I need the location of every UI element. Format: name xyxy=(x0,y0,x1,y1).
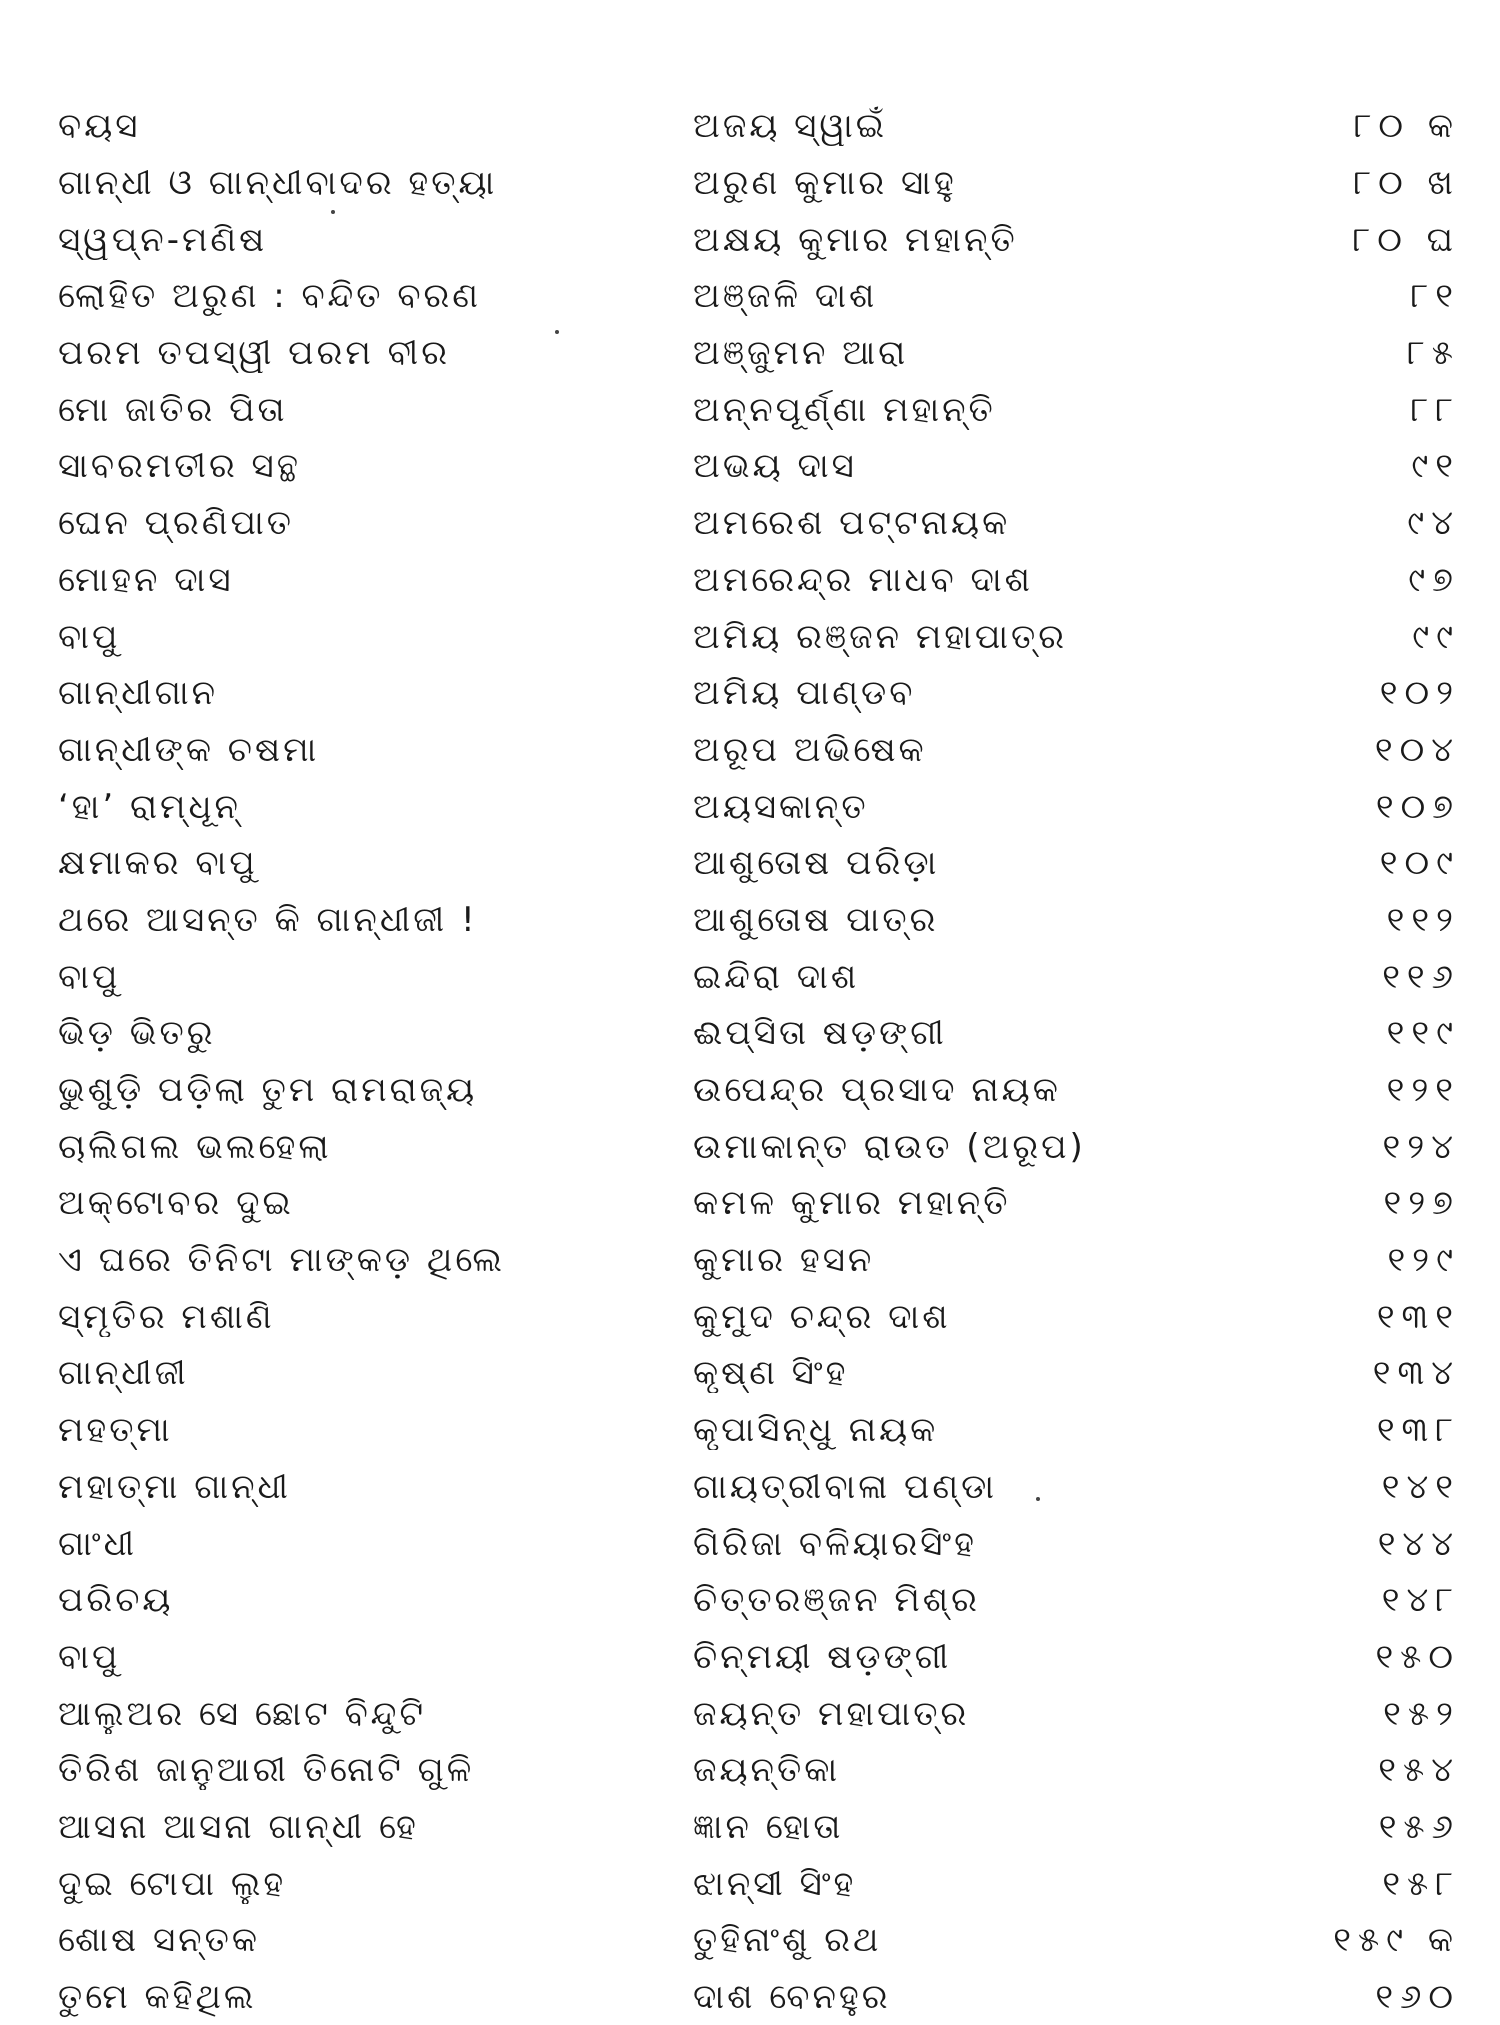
entry-author: ଉମାକାନ୍ତ ରାଉତ (ଅରୂପ) xyxy=(693,1126,1086,1167)
entry-title: ଗାନ୍ଧୀ ଓ ଗାନ୍ଧୀବାଦର ହତ୍ୟା xyxy=(58,163,498,204)
entry-author: ଅଞ୍ଜଳି ଦାଶ xyxy=(693,276,878,317)
entry-page-number: ୮୦ ଘ xyxy=(1352,219,1460,260)
toc-row xyxy=(58,268,1478,325)
entry-author: ଜ୍ଞାନ ହୋତା xyxy=(693,1806,844,1847)
entry-title: ମହତ୍ମା xyxy=(58,1410,173,1451)
toc-row xyxy=(58,892,1478,949)
entry-author: ଅକ୍ଷୟ କୁମାର ମହାନ୍ତି xyxy=(693,219,1018,260)
entry-title: ତିରିଶ ଜାନୁଆରୀ ତିନୋଟି ଗୁଳି xyxy=(58,1750,475,1791)
entry-author: ଅନ୍ନପୂର୍ଣ୍ଣା ମହାନ୍ତି xyxy=(693,389,996,430)
toc-row xyxy=(58,1969,1478,2025)
entry-title: ଏ ଘରେ ତିନିଟା ମାଙ୍କଡ଼ ଥିଲେ xyxy=(58,1240,505,1281)
toc-row xyxy=(58,552,1478,609)
entry-page-number: ୯୯ xyxy=(1412,616,1460,657)
entry-page-number: ୧୬୦ xyxy=(1375,1977,1460,2018)
entry-title: ଶୋଷ ସନ୍ତକ xyxy=(58,1920,260,1961)
print-speck xyxy=(1036,1497,1040,1501)
toc-row xyxy=(58,98,1478,155)
entry-author: କୃଷ୍ଣ ସିଂହ xyxy=(693,1353,849,1394)
entry-author: ତୁହିନାଂଶୁ ରଥ xyxy=(693,1920,882,1961)
toc-row xyxy=(58,1855,1478,1912)
entry-title: ମୋହନ ଦାସ xyxy=(58,559,234,600)
entry-author: ଦାଶ ବେନହୁର xyxy=(693,1977,891,2018)
entry-page-number: ୧୨୪ xyxy=(1382,1126,1460,1167)
entry-author: କୁମାର ହସନ xyxy=(693,1240,875,1281)
entry-page-number: ୮୦ କ xyxy=(1353,106,1460,147)
print-speck xyxy=(331,210,335,214)
entry-title: ଚାଲିଗଲ ଭଲହେଲା xyxy=(58,1126,332,1167)
entry-page-number: ୧୧୯ xyxy=(1386,1013,1460,1054)
toc-row xyxy=(58,1799,1478,1856)
entry-author: ଅଞ୍ଜୁମନ ଆରା xyxy=(693,333,909,374)
entry-title: ‘ହା’ ରାମ୍‌ଧୂନ୍‌ xyxy=(58,786,241,827)
entry-author: କୃପାସିନ୍ଧୁ ନାୟକ xyxy=(693,1410,939,1451)
entry-page-number: ୮୦ ଖ xyxy=(1353,163,1460,204)
entry-title: ଗାନ୍ଧୀଗାନ xyxy=(58,673,219,714)
entry-author: ଅମିୟ ରଞ୍ଜନ ମହାପାତ୍ର xyxy=(693,616,1068,657)
entry-author: ଇନ୍ଦିରା ଦାଶ xyxy=(693,956,860,997)
toc-row xyxy=(58,1232,1478,1289)
entry-page-number: ୮୮ xyxy=(1410,389,1460,430)
entry-page-number: ୧୨୯ xyxy=(1387,1240,1460,1281)
entry-title: ଭିଡ଼ ଭିତରୁ xyxy=(58,1013,216,1054)
entry-page-number: ୧୧୨ xyxy=(1386,899,1460,940)
toc-row xyxy=(58,1742,1478,1799)
entry-author: ଅଭୟ ଦାସ xyxy=(693,446,857,487)
entry-page-number: ୧୨୧ xyxy=(1386,1070,1460,1111)
entry-page-number: ୧୪୧ xyxy=(1381,1466,1460,1507)
entry-author: ଅଜୟ ସ୍ୱାଇଁ xyxy=(693,106,888,147)
entry-page-number: ୧୫୮ xyxy=(1382,1863,1460,1904)
entry-page-number: ୧୨୭ xyxy=(1383,1183,1460,1224)
entry-page-number: ୯୪ xyxy=(1407,503,1460,544)
entry-author: ଅରୁଣ କୁମାର ସାହୁ xyxy=(693,163,957,204)
entry-author: ଗିରିଜା ବଳିୟାରସିଂହ xyxy=(693,1523,977,1564)
entry-title: ବାପୁ xyxy=(58,956,121,997)
entry-author: ଜୟନ୍ତିକା xyxy=(693,1750,841,1791)
entry-title: ଆଲୁଅର ସେ ଛୋଟ ବିନ୍ଦୁଟି xyxy=(58,1693,427,1734)
entry-author: ଅମିୟ ପାଣ୍ଡବ xyxy=(693,673,916,714)
entry-title: ବାପୁ xyxy=(58,1636,121,1677)
toc-row xyxy=(58,155,1478,212)
toc-row xyxy=(58,1912,1478,1969)
entry-page-number: ୧୦୭ xyxy=(1375,786,1460,827)
toc-row xyxy=(58,665,1478,722)
toc-row xyxy=(58,778,1478,835)
toc-row xyxy=(58,1572,1478,1629)
entry-title: ତୁମେ କହିଥିଲ xyxy=(58,1977,257,2018)
entry-page-number: ୧୫୬ xyxy=(1378,1806,1460,1847)
entry-page-number: ୧୦୯ xyxy=(1379,843,1460,884)
entry-page-number: ୧୪୮ xyxy=(1381,1580,1460,1621)
entry-author: କୁମୁଦ ଚନ୍ଦ୍ର ଦାଶ xyxy=(693,1296,951,1337)
entry-title: ଲୋହିତ ଅରୁଣ : ବନ୍ଦିତ ବରଣ xyxy=(58,276,482,317)
toc-row xyxy=(58,495,1478,552)
entry-title: ଗାନ୍ଧୀଙ୍କ ଚଷମା xyxy=(58,729,320,770)
toc-row xyxy=(58,1345,1478,1402)
entry-title: ପରିଚୟ xyxy=(58,1580,174,1621)
entry-title: ଗାଂଧୀ xyxy=(58,1523,138,1564)
entry-page-number: ୧୫୯ କ xyxy=(1333,1920,1460,1961)
entry-page-number: ୮୧ xyxy=(1410,276,1460,317)
entry-title: ଅକ୍ଟୋବର ଦୁଇ xyxy=(58,1183,294,1224)
entry-author: ଚିତ୍ତରଞ୍ଜନ ମିଶ୍ର xyxy=(693,1580,980,1621)
entry-title: ବାପୁ xyxy=(58,616,121,657)
toc-row xyxy=(58,438,1478,495)
entry-page-number: ୧୩୧ xyxy=(1376,1296,1460,1337)
toc-row xyxy=(58,1629,1478,1686)
entry-author: ଈପ୍‌ସିତା ଷଡ଼ଙ୍ଗୀ xyxy=(693,1013,947,1054)
toc-row xyxy=(58,325,1478,382)
table-of-contents xyxy=(58,98,1478,2025)
toc-row xyxy=(58,211,1478,268)
entry-title: ସ୍ମୃତିର ମଶାଣି xyxy=(58,1296,275,1337)
entry-page-number: ୧୫୪ xyxy=(1378,1750,1460,1791)
entry-title: ଦୁଇ ଟୋପା ଲୁହ xyxy=(58,1863,287,1904)
toc-row xyxy=(58,1459,1478,1516)
toc-row xyxy=(58,722,1478,779)
entry-page-number: ୧୫୨ xyxy=(1383,1693,1460,1734)
toc-row xyxy=(58,835,1478,892)
toc-row xyxy=(58,608,1478,665)
toc-row xyxy=(58,1118,1478,1175)
toc-row xyxy=(58,948,1478,1005)
entry-title: ଆସନା ଆସନା ଗାନ୍ଧୀ ହେ xyxy=(58,1806,419,1847)
entry-author: ଉପେନ୍ଦ୍ର ପ୍ରସାଦ ନାୟକ xyxy=(693,1070,1061,1111)
entry-author: ଅମରେନ୍ଦ୍ର ମାଧବ ଦାଶ xyxy=(693,559,1033,600)
toc-row xyxy=(58,1175,1478,1232)
entry-page-number: ୧୦୪ xyxy=(1374,729,1460,770)
entry-author: କମଳ କୁମାର ମହାନ୍ତି xyxy=(693,1183,1011,1224)
entry-page-number: ୮୫ xyxy=(1407,333,1460,374)
entry-title: ମହାତ୍ମା ଗାନ୍ଧୀ xyxy=(58,1466,291,1507)
entry-title: ଭୁଶୁଡ଼ି ପଡ଼ିଲା ତୁମ ରାମରାଜ୍ୟ xyxy=(58,1070,478,1111)
entry-author: ଜୟନ୍ତ ମହାପାତ୍ର xyxy=(693,1693,970,1734)
entry-author: ଅମରେଶ ପଟ୍ଟନାୟକ xyxy=(693,503,1011,544)
entry-title: ବୟସ xyxy=(58,106,141,147)
entry-title: କ୍ଷମାକର ବାପୁ xyxy=(58,843,258,884)
toc-row xyxy=(58,1685,1478,1742)
entry-page-number: ୧୧୬ xyxy=(1382,956,1460,997)
toc-row xyxy=(58,1005,1478,1062)
entry-page-number: ୧୫୦ xyxy=(1375,1636,1460,1677)
toc-row xyxy=(58,381,1478,438)
entry-page-number: ୧୪୪ xyxy=(1377,1523,1460,1564)
entry-title: ସାବରମତୀର ସନ୍ଥ xyxy=(58,446,302,487)
entry-author: ଅରୂପ ଅଭିଷେକ xyxy=(693,729,927,770)
entry-page-number: ୧୩୪ xyxy=(1372,1353,1460,1394)
toc-row xyxy=(58,1288,1478,1345)
entry-page-number: ୯୧ xyxy=(1411,446,1460,487)
entry-title: ପରମ ତପସ୍ୱୀ ପରମ ବୀର xyxy=(58,333,450,374)
entry-author: ଝାନ୍‌ସୀ ସିଂହ xyxy=(693,1863,857,1904)
entry-author: ଆଶୁତୋଷ ପରିଡ଼ା xyxy=(693,843,940,884)
entry-title: ଥରେ ଆସନ୍ତ କି ଗାନ୍ଧୀଜୀ ! xyxy=(58,899,478,940)
print-speck xyxy=(555,330,559,334)
entry-author: ଗାୟତ୍ରୀବାଳା ପଣ୍ଡା xyxy=(693,1466,998,1507)
entry-title: ଘେନ ପ୍ରଣିପାତ xyxy=(58,503,294,544)
entry-title: ମୋ ଜାତିର ପିତା xyxy=(58,389,288,430)
entry-author: ଚିନ୍ମୟୀ ଷଡ଼ଙ୍ଗୀ xyxy=(693,1636,952,1677)
entry-author: ଅୟସକାନ୍ତ xyxy=(693,786,869,827)
entry-page-number: ୧୦୨ xyxy=(1379,673,1460,714)
entry-title: ସ୍ୱପ୍ନ-ମଣିଷ xyxy=(58,219,268,260)
toc-row xyxy=(58,1402,1478,1459)
entry-page-number: ୯୭ xyxy=(1408,559,1460,600)
entry-title: ଗାନ୍ଧୀଜୀ xyxy=(58,1353,189,1394)
entry-author: ଆଶୁତୋଷ ପାତ୍ର xyxy=(693,899,939,940)
entry-page-number: ୧୩୮ xyxy=(1376,1410,1460,1451)
toc-row xyxy=(58,1062,1478,1119)
toc-row xyxy=(58,1515,1478,1572)
